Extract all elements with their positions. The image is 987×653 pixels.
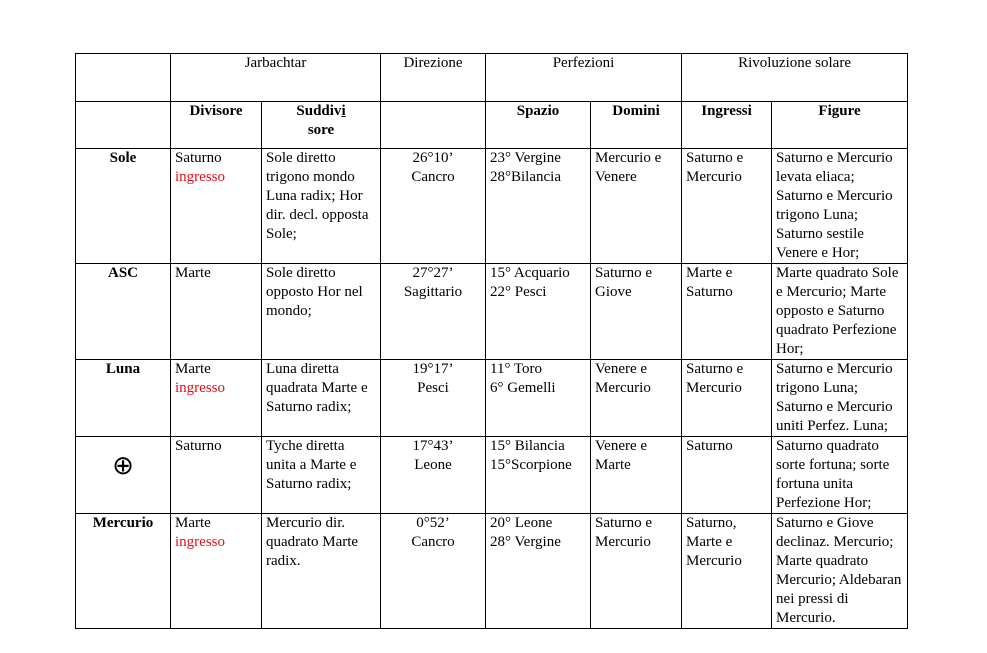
row-name: Luna bbox=[76, 360, 171, 437]
divisore-cell bbox=[171, 514, 262, 629]
direzione-cell bbox=[381, 514, 486, 629]
table-row bbox=[76, 264, 908, 360]
direzione-sign: Cancro bbox=[411, 169, 455, 185]
subheader-suddivisore-line1: Suddivi bbox=[296, 103, 346, 119]
ingressi-cell: Marte e Saturno bbox=[682, 264, 772, 360]
header-row-groups bbox=[76, 54, 908, 102]
figure-cell: Saturno e Giove declinaz. Mercurio; Marte quadrato Mercurio; Aldebaran nei pressi di Mercurio. bbox=[772, 514, 908, 629]
direzione-degree: 26°10’ bbox=[412, 150, 454, 166]
subheader-divisore: Divisore bbox=[171, 102, 262, 149]
spazio-from: 11° Toro bbox=[490, 361, 543, 377]
figure-cell: Saturno quadrato sorte fortuna; sorte fortuna unita Perfezione Hor; bbox=[772, 437, 908, 514]
direzione-degree: 27°27’ bbox=[412, 265, 454, 281]
divisore-note: ingresso bbox=[175, 169, 225, 185]
subheader-spazio: Spazio bbox=[486, 102, 591, 149]
suddivisore-cell: Sole diretto opposto Hor nel mondo; bbox=[262, 264, 381, 360]
table-row bbox=[76, 360, 908, 437]
row-name: ASC bbox=[76, 264, 171, 360]
spazio-cell bbox=[486, 360, 591, 437]
subheader-suddivisore-line2: sore bbox=[307, 122, 335, 138]
divisore-cell bbox=[171, 149, 262, 264]
suddivisore-cell: Sole diretto trigono mondo Luna radix; Hor dir. decl. opposta Sole; bbox=[262, 149, 381, 264]
divisore-cell bbox=[171, 360, 262, 437]
suddivisore-cell: Mercurio dir. quadrato Marte radix. bbox=[262, 514, 381, 629]
spazio-to: 15°Scorpione bbox=[490, 457, 572, 473]
spazio-from: 23° Vergine bbox=[490, 150, 561, 166]
direzione-sign: Cancro bbox=[411, 534, 455, 550]
row-name-cell bbox=[76, 437, 171, 514]
spazio-from: 15° Bilancia bbox=[490, 438, 565, 454]
spazio-to: 22° Pesci bbox=[490, 284, 547, 300]
direzione-cell bbox=[381, 264, 486, 360]
subheader-suddivisore bbox=[262, 102, 381, 149]
divisore-value: Saturno bbox=[175, 150, 222, 166]
subheader-domini: Domini bbox=[591, 102, 682, 149]
suddivisore-cell: Tyche diretta unita a Marte e Saturno radix; bbox=[262, 437, 381, 514]
figure-cell: Saturno e Mercurio trigono Luna; Saturno e Mercurio uniti Perfez. Luna; bbox=[772, 360, 908, 437]
table-row bbox=[76, 514, 908, 629]
header-row-sub bbox=[76, 102, 908, 149]
subheader-ingressi: Ingressi bbox=[682, 102, 772, 149]
divisore-cell bbox=[171, 437, 262, 514]
ingressi-cell: Saturno e Mercurio bbox=[682, 360, 772, 437]
spazio-cell bbox=[486, 149, 591, 264]
direzione-degree: 19°17’ bbox=[412, 361, 454, 377]
figure-cell: Saturno e Mercurio levata eliaca; Saturno e Mercurio trigono Luna; Saturno sestile Venere e Hor; bbox=[772, 149, 908, 264]
ingressi-cell: Saturno bbox=[682, 437, 772, 514]
direzione-cell bbox=[381, 149, 486, 264]
domini-cell: Mercurio e Venere bbox=[591, 149, 682, 264]
spazio-cell bbox=[486, 264, 591, 360]
subheader-direzione-empty bbox=[381, 102, 486, 149]
direzione-degree: 0°52’ bbox=[416, 515, 450, 531]
header-rivoluzione-solare: Rivoluzione solare bbox=[682, 54, 908, 102]
subheader-empty-cell bbox=[76, 102, 171, 149]
divisore-note: ingresso bbox=[175, 380, 225, 396]
divisore-value: Saturno bbox=[175, 438, 222, 454]
domini-cell: Saturno e Giove bbox=[591, 264, 682, 360]
direzione-cell bbox=[381, 360, 486, 437]
subheader-figure: Figure bbox=[772, 102, 908, 149]
divisore-value: Marte bbox=[175, 265, 211, 281]
divisore-note: ingresso bbox=[175, 534, 225, 550]
spazio-from: 15° Acquario bbox=[490, 265, 570, 281]
domini-cell: Venere e Marte bbox=[591, 437, 682, 514]
table-row bbox=[76, 149, 908, 264]
spazio-to: 28°Bilancia bbox=[490, 169, 561, 185]
header-perfezioni: Perfezioni bbox=[486, 54, 682, 102]
direzione-sign: Sagittario bbox=[403, 284, 463, 300]
direzione-cell bbox=[381, 437, 486, 514]
suddivisore-cell: Luna diretta quadrata Marte e Saturno radix; bbox=[262, 360, 381, 437]
spazio-cell bbox=[486, 437, 591, 514]
spazio-to: 28° Vergine bbox=[490, 534, 561, 550]
table-row bbox=[76, 437, 908, 514]
row-name: Sole bbox=[76, 149, 171, 264]
direzione-sign: Pesci bbox=[417, 380, 449, 396]
divisore-cell bbox=[171, 264, 262, 360]
header-direzione: Direzione bbox=[381, 54, 486, 102]
direzione-degree: 17°43’ bbox=[412, 438, 454, 454]
ingressi-cell: Saturno, Marte e Mercurio bbox=[682, 514, 772, 629]
figure-cell: Marte quadrato Sole e Mercurio; Marte opposto e Saturno quadrato Perfezione Hor; bbox=[772, 264, 908, 360]
part-of-fortune-icon: ⊕ bbox=[112, 451, 134, 481]
ingressi-cell: Saturno e Mercurio bbox=[682, 149, 772, 264]
row-name: Mercurio bbox=[76, 514, 171, 629]
spazio-cell bbox=[486, 514, 591, 629]
domini-cell: Saturno e Mercurio bbox=[591, 514, 682, 629]
spazio-from: 20° Leone bbox=[490, 515, 553, 531]
header-jarbachtar: Jarbachtar bbox=[171, 54, 381, 102]
divisore-value: Marte bbox=[175, 515, 211, 531]
domini-cell: Venere e Mercurio bbox=[591, 360, 682, 437]
spazio-to: 6° Gemelli bbox=[490, 380, 556, 396]
divisore-value: Marte bbox=[175, 361, 211, 377]
astrology-table bbox=[75, 53, 908, 629]
direzione-sign: Leone bbox=[414, 457, 452, 473]
header-empty-cell bbox=[76, 54, 171, 102]
